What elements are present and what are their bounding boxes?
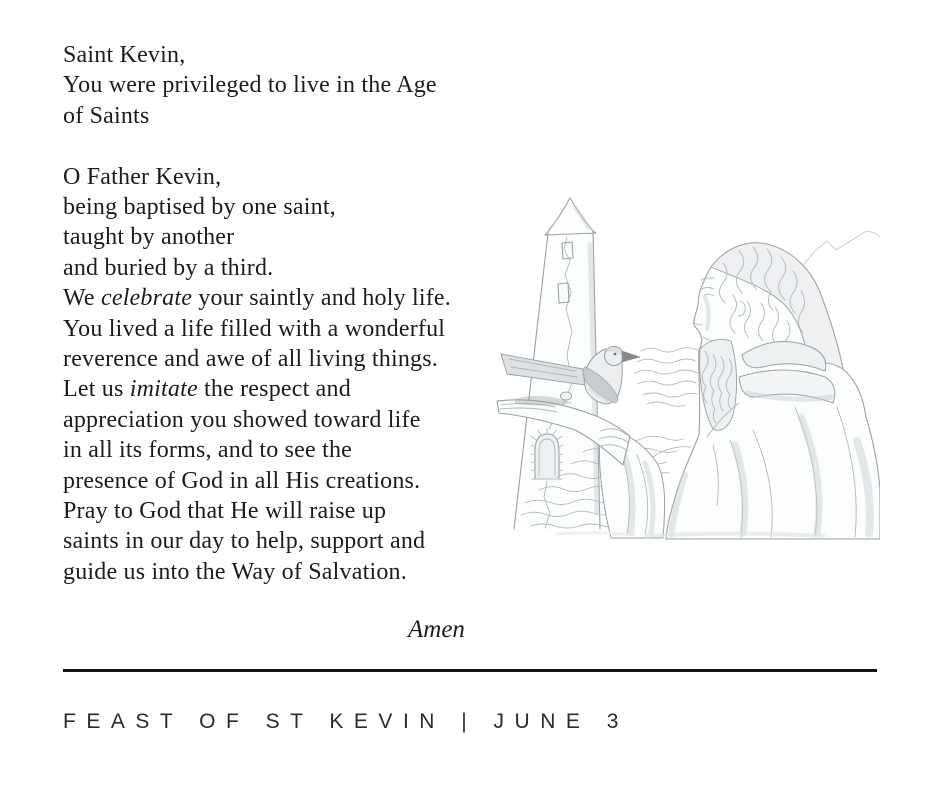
- prayer-line: and buried by a third.: [63, 254, 274, 281]
- amen-text: Amen: [408, 616, 465, 643]
- saint-figure-sketch: [666, 243, 880, 539]
- footer-caption: FEAST OF ST KEVIN | JUNE 3: [63, 710, 629, 733]
- prayer-line: We celebrate your saintly and holy life.: [63, 285, 451, 312]
- prayer-line: O Father Kevin,: [63, 163, 222, 190]
- prayer-line: saints in our day to help, support and: [63, 528, 426, 555]
- divider-line: [63, 669, 877, 672]
- prayer-line: You lived a life filled with a wonderful: [63, 315, 446, 342]
- prayer-line: Saint Kevin,: [63, 42, 186, 68]
- prayer-line: being baptised by one saint,: [63, 194, 336, 221]
- prayer-text: [63, 40, 451, 587]
- prayer-line: guide us into the Way of Salvation.: [63, 558, 407, 585]
- prayer-line: of Saints: [63, 102, 150, 129]
- sketch-edge-fade: [555, 533, 825, 536]
- st-kevin-illustration: [495, 145, 880, 540]
- prayer-line: presence of God in all His creations.: [63, 467, 421, 494]
- prayer-stanza-1: [63, 40, 451, 131]
- prayer-line: Let us imitate the respect and: [63, 376, 351, 403]
- prayer-line: taught by another: [63, 224, 235, 251]
- prayer-line: You were privileged to live in the Age: [63, 72, 437, 99]
- prayer-line: Pray to God that He will raise up: [63, 498, 387, 525]
- prayer-line: in all its forms, and to see the: [63, 437, 353, 464]
- prayer-stanza-2: [63, 162, 451, 588]
- prayer-line: appreciation you showed toward life: [63, 406, 421, 433]
- prayer-line: reverence and awe of all living things.: [63, 346, 438, 373]
- mountain-line-sketch: [797, 232, 880, 271]
